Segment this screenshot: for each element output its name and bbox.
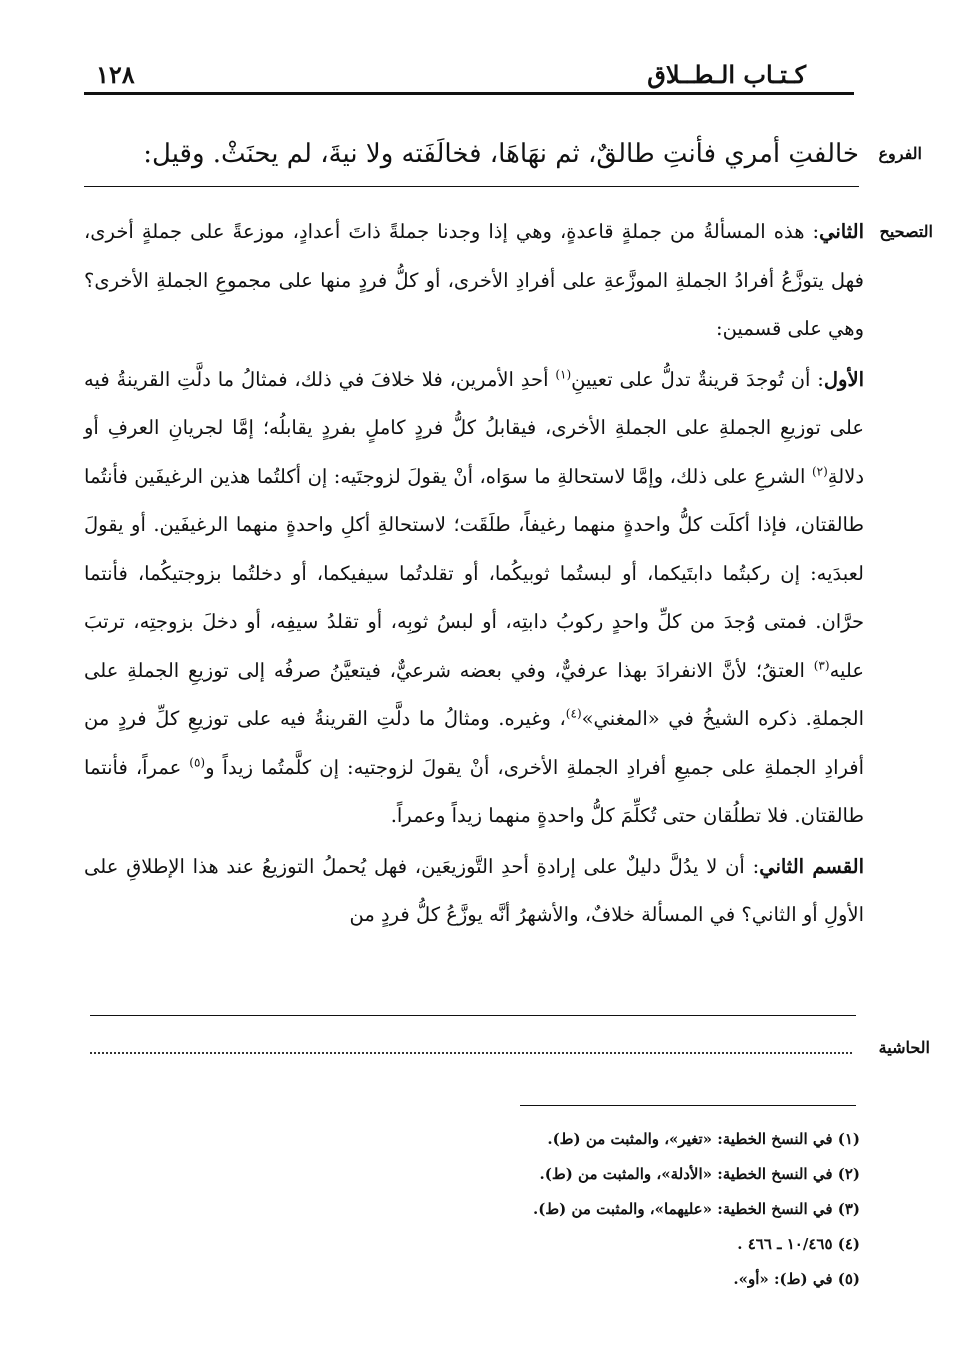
- label-hashiya: الحاشية: [878, 1038, 930, 1057]
- p2-text-e: ، وغيره. ومثالُ ما دلَّتِ القرينةُ فيه على توزيعِ كلِّ فردٍ من أفرادِ الجملةِ على جميعِ أفرادِ الجملةِ الأخرى، أنْ يقولَ لزوجتيه: إن كلَّمتُما زيداً و: [84, 707, 864, 779]
- p2-text-b: أحدِ الأمرين، فلا خلافَ في ذلك، فمثالُ ما دلَّتِ القرينةُ فيه على توزيعِ الجملةِ على الجملةِ الأخرى، فيقابلُ كلُّ فردٍ كاملٍ بفردٍ يقابلُه؛ إمَّا لجريانِ العرفِ أو دلالةِ: [84, 367, 864, 488]
- p2-text-d: العتقُ؛ لأنَّ الانفرادَ بهذا عرفيٌّ، وفي بعضه شرعيٌّ، فيتعيَّنُ صرفُه إلى توزيعِ الجملةِ على الجملةِ. ذكره الشيخُ في «المغني»: [84, 658, 865, 730]
- footnotes: [420, 1122, 860, 1297]
- label-furu: الفروع: [878, 144, 922, 163]
- p2-text-f: عمراً، فأنتما طالقتان. فلا تطلُقان حتى تُكلِّمَ كلُّ واحدةٍ منهما زيداً وعمراً.: [84, 755, 864, 827]
- p2-text-a: : أن تُوجدَ قرينةٌ تدلُّ على تعيينِ: [571, 367, 824, 391]
- section-divider: [90, 1015, 856, 1016]
- footnote-1: (١) في النسخ الخطية: «تغير»، والمثبت من (ط).: [547, 1130, 860, 1148]
- footnote-ref-3: (٣): [813, 658, 830, 672]
- footnote-5: (٥) في (ط): «أو».: [733, 1270, 860, 1288]
- footnote-4: (٤) ١٠/٤٦٥ ـ ٤٦٦ .: [737, 1235, 860, 1253]
- p1-text: : هذه المسألةُ من جملةٍ قاعدةٍ، وهي إذا وجدنا جملةً ذاتَ أعدادٍ، موزعةً على جملةٍ أخرى، فهل يتوزَّعُ أفرادُ الجملةِ الموزَّعةِ على أفرادِ الأخرى، أو كلُّ فردٍ منها على مجموعِ الجملةِ الأخرى؟ وهي على قسمين:: [84, 220, 864, 340]
- paragraph-2: [84, 356, 864, 841]
- page-header: [84, 58, 854, 95]
- footnote-rule: [520, 1105, 856, 1106]
- label-tashih: التصحيح: [879, 222, 933, 241]
- footnote-ref-1: (١): [555, 367, 572, 381]
- p1-lead: الثاني: [819, 220, 864, 243]
- footnote-2: (٢) في النسخ الخطية: «الأدلة»، والمثبت من (ط).: [539, 1165, 860, 1183]
- p3-text: : أن لا يدُلَّ دليلٌ على إرادةِ أحدِ التَّوزيعَين، فهل يُحملُ التوزيعُ عند هذا الإطلاقِ على الأولِ أو الثاني؟ في المسألة خلافٌ، والأشهرُ أنَّه يوزَّعُ كلُّ فردٍ من: [84, 854, 864, 926]
- running-title: كـتـاب الـطــلاق: [647, 60, 806, 89]
- paragraph-3: [84, 843, 864, 940]
- matn-line: خالفتِ أمري فأنتِ طالقٌ، ثم نهَاهَا، فخالَفَته ولا نيةَ، لم يحنَثْ. وقيل:: [143, 139, 859, 169]
- hashiya-row: [90, 1038, 930, 1062]
- footnote-ref-2: (٢): [811, 464, 828, 478]
- footnote-3: (٣) في النسخ الخطية: «عليهما»، والمثبت من (ط).: [532, 1200, 860, 1218]
- hashiya-dotted-line: [90, 1052, 852, 1054]
- matn-text: [84, 130, 859, 187]
- page-number: ١٢٨: [96, 60, 135, 89]
- commentary-body: [84, 208, 864, 940]
- p3-lead: القسم الثاني: [759, 854, 864, 878]
- footnote-ref-5: (٥): [189, 755, 206, 769]
- paragraph-1: [84, 208, 864, 354]
- p2-lead: الأول: [823, 367, 864, 391]
- p2-text-c: الشرعِ على ذلك، وإمَّا لاستحالةِ ما سوَاه، أنْ يقولَ لزوجتَيه: إن أكلتُما هذين الرغيفَين فأنتُما طالقتان، فإذا أكلَت كلُّ واحدةٍ منهما رغيفاً، طلَقَت؛ لاستحالةِ أكلِ واحدةٍ منهما الرغيفَين. أو يقولَ لعبدَيه: إن ركبتُما دابتَيكما، أو لبستُما ثوبيكُما، أو تقلدتُما سيفيكما، أو دخلتُما بزوجتيكُما، فأنتما حرَّان. فمتى وُجدَ من كلِّ واحدٍ ركوبُ دابتِه، أو لبسُ ثوبِه، أو تقلدُ سيفِه، أو دخلَ بزوجتِه، ترتبَ عليه: [84, 464, 864, 682]
- footnote-ref-4: (٤): [565, 706, 582, 721]
